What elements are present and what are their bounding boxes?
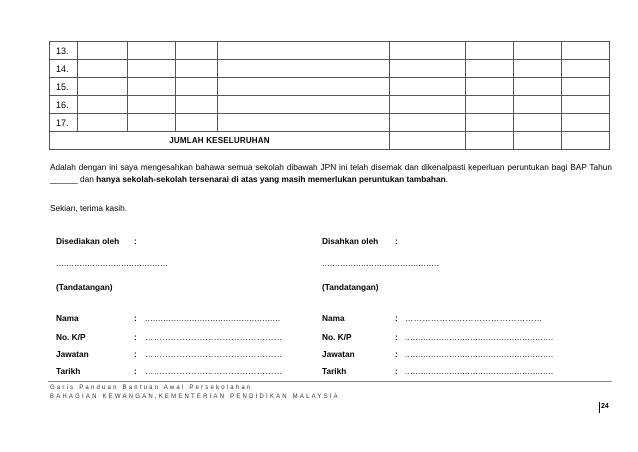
approved-ic-field[interactable]: ......................................................... xyxy=(405,332,554,342)
page-number-bar xyxy=(599,402,600,413)
allocation-table xyxy=(49,41,610,150)
row-number: 15. xyxy=(50,78,78,96)
approved-by-label: Disahkan oleh xyxy=(322,236,379,246)
prepared-name-label: Nama xyxy=(56,313,79,323)
prepared-name-field[interactable]: .................................................... xyxy=(145,313,281,323)
paragraph-emphasis: hanya sekolah-sekolah tersenarai di atas yang masih memerlukan peruntukan tambahan xyxy=(96,173,446,184)
approved-by-colon: : xyxy=(395,236,398,246)
prepared-date-colon: : xyxy=(134,366,137,376)
approved-date-colon: : xyxy=(395,366,398,376)
total-row xyxy=(50,132,610,150)
prepared-ic-field[interactable]: ………………………………………… xyxy=(145,332,283,342)
row-number: 16. xyxy=(50,96,78,114)
table-row xyxy=(50,78,610,96)
certification-paragraph xyxy=(50,162,612,185)
prepared-position-label: Jawatan xyxy=(56,349,89,359)
approved-signature-label: (Tandatangan) xyxy=(322,282,379,292)
approved-position-field[interactable]: ......................................................... xyxy=(405,349,554,359)
prepared-by-label: Disediakan oleh xyxy=(56,236,120,246)
page-number: 24 xyxy=(601,403,609,410)
footer-divider xyxy=(48,381,612,382)
footer-ministry: BAHAGIAN KEWANGAN,KEMENTERIAN PENDIDIKAN MALAYSIA xyxy=(50,394,340,400)
prepared-position-field[interactable]: ………………………………………… xyxy=(145,349,283,359)
prepared-signature-line[interactable]: ........................................... xyxy=(56,258,169,268)
approved-name-field[interactable]: ………………………………………… xyxy=(405,313,543,323)
table-row xyxy=(50,96,610,114)
prepared-date-label: Tarikh xyxy=(56,366,81,376)
table-row xyxy=(50,42,610,60)
prepared-by-colon: : xyxy=(134,236,137,246)
approved-ic-colon: : xyxy=(395,332,398,342)
approved-signature-line[interactable]: ............................................. xyxy=(322,258,440,268)
approved-date-label: Tarikh xyxy=(322,366,347,376)
row-number: 14. xyxy=(50,60,78,78)
prepared-ic-label: No. K/P xyxy=(56,332,86,342)
approved-name-colon: : xyxy=(395,313,398,323)
approved-name-label: Nama xyxy=(322,313,345,323)
prepared-signature-label: (Tandatangan) xyxy=(56,282,113,292)
approved-position-colon: : xyxy=(395,349,398,359)
approved-ic-label: No. K/P xyxy=(322,332,352,342)
row-number: 13. xyxy=(50,42,78,60)
footer-guide-title: Garis Panduan Bantuan Awal Persekolahan xyxy=(50,385,253,391)
prepared-position-colon: : xyxy=(134,349,137,359)
table-row xyxy=(50,114,610,132)
paragraph-text: Adalah dengan ini saya mengesahkan bahawa semua sekolah dibawah JPN ini telah disemak dan dikenalpasti keperluan peruntukan bagi BAP Tahun ______ dan xyxy=(50,162,612,184)
closing-text: Sekian, terima kasih. xyxy=(50,203,128,213)
paragraph-end: . xyxy=(445,173,448,184)
approved-date-field[interactable]: ......................................................... xyxy=(405,366,554,376)
prepared-ic-colon: : xyxy=(134,332,137,342)
prepared-date-field[interactable]: ………………………………………… xyxy=(145,366,283,376)
prepared-name-colon: : xyxy=(134,313,137,323)
total-label: JUMLAH KESELURUHAN xyxy=(50,132,390,150)
row-number: 17. xyxy=(50,114,78,132)
table-row xyxy=(50,60,610,78)
approved-position-label: Jawatan xyxy=(322,349,355,359)
